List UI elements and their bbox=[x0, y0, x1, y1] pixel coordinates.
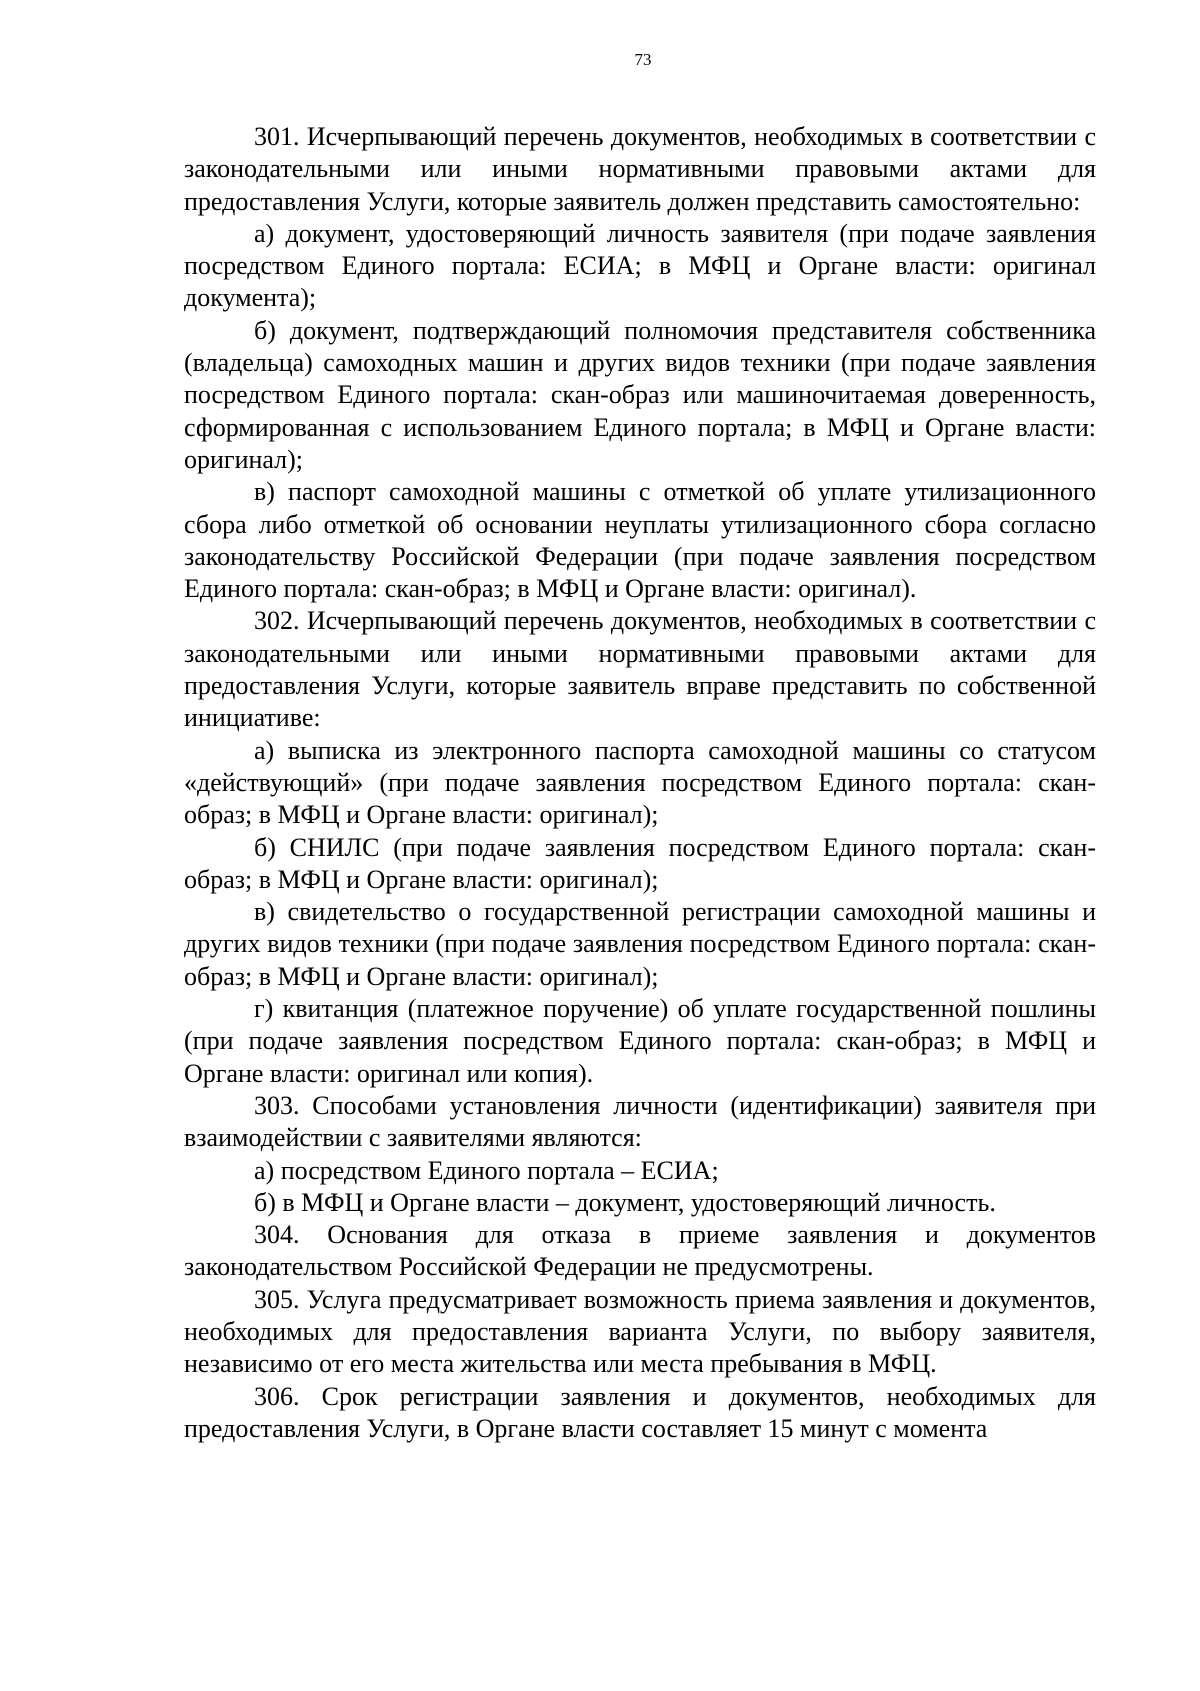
paragraph-306: 306. Срок регистрации заявления и документов, необходимых для предоставления Услуги, в Органе власти составляет 15 минут с момента bbox=[184, 1381, 1096, 1443]
paragraph-301-a: а) документ, удостоверяющий личность заявителя (при подаче заявления посредством Единого портала: ЕСИА; в МФЦ и Органе власти: оригинал документа); bbox=[184, 218, 1096, 313]
paragraph-303: 303. Способами установления личности (идентификации) заявителя при взаимодействии с заявителями являются: bbox=[184, 1090, 1096, 1153]
paragraph-301-v: в) паспорт самоходной машины с отметкой об уплате утилизационного сбора либо отметкой об основании неуплаты утилизационного сбора согласно законодательству Российской Федерации (при подаче заявления посредством Единого портала: скан-образ; в МФЦ и Органе власти: оригинал). bbox=[184, 477, 1096, 604]
paragraph-304: 304. Основания для отказа в приеме заявления и документов законодательством Российской Федерации не предусмотрены. bbox=[184, 1220, 1096, 1282]
paragraph-303-b: б) в МФЦ и Органе власти – документ, удостоверяющий личность. bbox=[254, 1187, 996, 1217]
paragraph-305: 305. Услуга предусматривает возможность приема заявления и документов, необходимых для предоставления варианта Услуги, по выбору заявителя, независимо от его места жительства или места пребывания в МФЦ. bbox=[184, 1284, 1096, 1379]
paragraph-301-b: б) документ, подтверждающий полномочия представителя собственника (владельца) самоходных машин и других видов техники (при подаче заявления посредством Единого портала: скан-образ или машиночитаемая доверенность, сформированная с использованием Единого портала; в МФЦ и Органе власти: оригинал); bbox=[184, 315, 1096, 474]
paragraph-302-a: а) выписка из электронного паспорта самоходной машины со статусом «действующий» (при подаче заявления посредством Единого портала: скан-образ; в МФЦ и Органе власти: оригинал); bbox=[184, 735, 1096, 830]
paragraph-302: 302. Исчерпывающий перечень документов, необходимых в соответствии с законодательными или иными нормативными правовыми актами для предоставления Услуги, которые заявитель вправе представить по собственной инициативе: bbox=[184, 606, 1096, 733]
paragraph-302-v: в) свидетельство о государственной регистрации самоходной машины и других видов техники (при подаче заявления посредством Единого портала: скан-образ; в МФЦ и Органе власти: оригинал); bbox=[184, 897, 1096, 991]
document-body bbox=[184, 121, 1096, 1445]
page-number: 73 bbox=[634, 50, 652, 69]
paragraph-301: 301. Исчерпывающий перечень документов, необходимых в соответствии с законодательными или иными нормативными правовыми актами для предоставления Услуги, которые заявитель должен представить самостоятельно: bbox=[184, 122, 1096, 216]
paragraph-302-g: г) квитанция (платежное поручение) об уплате государственной пошлины (при подаче заявления посредством Единого портала: скан-образ; в МФЦ и Органе власти: оригинал или копия). bbox=[184, 994, 1096, 1088]
paragraph-302-b: б) СНИЛС (при подаче заявления посредством Единого портала: скан-образ; в МФЦ и Органе власти: оригинал); bbox=[184, 832, 1096, 894]
paragraph-303-a: а) посредством Единого портала – ЕСИА; bbox=[254, 1155, 719, 1185]
